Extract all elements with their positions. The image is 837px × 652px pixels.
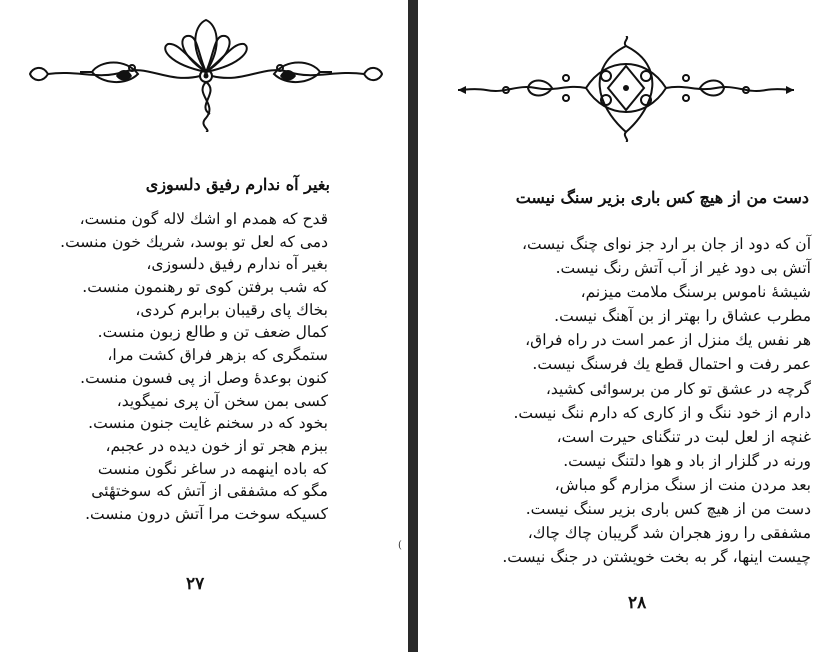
verse-line: کسیکه سوخت مرا آتش درون منست. xyxy=(85,504,328,523)
margin-mark: ( xyxy=(398,540,402,551)
verse-line: که باده اینهمه در ساغر نگون منست xyxy=(97,459,328,478)
right-page-number: ۲۸ xyxy=(628,593,647,613)
verse-line: ستمگری که بزهر فراق کشت مرا، xyxy=(107,346,328,365)
verse-line: ورنه در گلزار از باد و هوا دلتنگ نیست. xyxy=(563,451,811,470)
verse-line: آتش بی دود غیر از آب آتش رنگ نیست. xyxy=(555,259,811,278)
left-poem-verses xyxy=(60,208,328,526)
verse-line: مشفقی را روز هجران شد گریبان چاك چاك، xyxy=(527,524,811,543)
verse-line: شیشهٔ ناموس برسنگ ملامت میزنم، xyxy=(580,283,811,302)
verse-line: مگو که مشفقی از آتش که سوختهٔئی xyxy=(91,482,328,501)
verse-line: کنون بوعدهٔ وصل از پی فسون منست. xyxy=(80,368,328,387)
verse-line: بخود که در سخنم غایت جنون منست. xyxy=(88,414,328,433)
verse-line: عمر رفت و احتمال قطع یك فرسنگ نیست. xyxy=(532,355,811,374)
right-page xyxy=(398,0,837,652)
verse-line: غنچه از لعل لبت در تنگنای حیرت است، xyxy=(556,427,811,446)
verse-line: دارم از خود ننگ و از کاری که دارم ننگ نیست. xyxy=(513,403,811,422)
verse-line: هر نفس یك منزل از عمر است در راه فراق، xyxy=(525,331,811,350)
left-page xyxy=(0,0,408,652)
verse-line: چیست اینها، گر به بخت خویشتن در جنگ نیست. xyxy=(502,548,811,567)
floral-vine-ornament-icon xyxy=(28,14,384,132)
verse-line: آن که دود از جان بر ارد جز نوای چنگ نیست، xyxy=(521,235,811,253)
verse-line: دمی که لعل تو بوسد، شریك خون منست. xyxy=(60,232,328,251)
verse-line: که شب برفتن کوی تو رهنمون منست. xyxy=(82,278,328,297)
right-poem-title: دست من از هیچ کس باری بزیر سنگ نیست xyxy=(515,188,809,207)
left-page-number: ۲۷ xyxy=(186,574,205,594)
book-gutter xyxy=(408,0,418,652)
verse-line: قدح که همدم او اشك لاله گون منست، xyxy=(79,210,328,228)
right-poem-verses xyxy=(502,232,811,569)
verse-line: مطرب عشاق را بهتر از بن آهنگ نیست. xyxy=(554,307,811,326)
verse-line: کسی بمن سخن آن پری نمیگوید، xyxy=(116,391,328,410)
verse-line: بعد مردن منت از سنگ مزارم گو مباش، xyxy=(554,475,811,494)
verse-line: گرچه در عشق تو کار من برسوائی کشید، xyxy=(545,379,811,398)
verse-line: کمال ضعف تن و طالع زبون منست. xyxy=(97,323,328,342)
verse-line: بغیر آه ندارم رفیق دلسوزی، xyxy=(146,255,328,274)
knotwork-ornament-icon xyxy=(456,36,796,142)
left-poem-title: بغیر آه ندارم رفیق دلسوزی xyxy=(145,175,330,194)
verse-line: بخاك پای رقیبان برابرم کردی، xyxy=(135,300,328,319)
verse-line: ببزم هجر تو از خون دیده در عجبم، xyxy=(105,436,328,455)
verse-line: دست من از هیچ کس باری بزیر سنگ نیست. xyxy=(525,500,811,519)
